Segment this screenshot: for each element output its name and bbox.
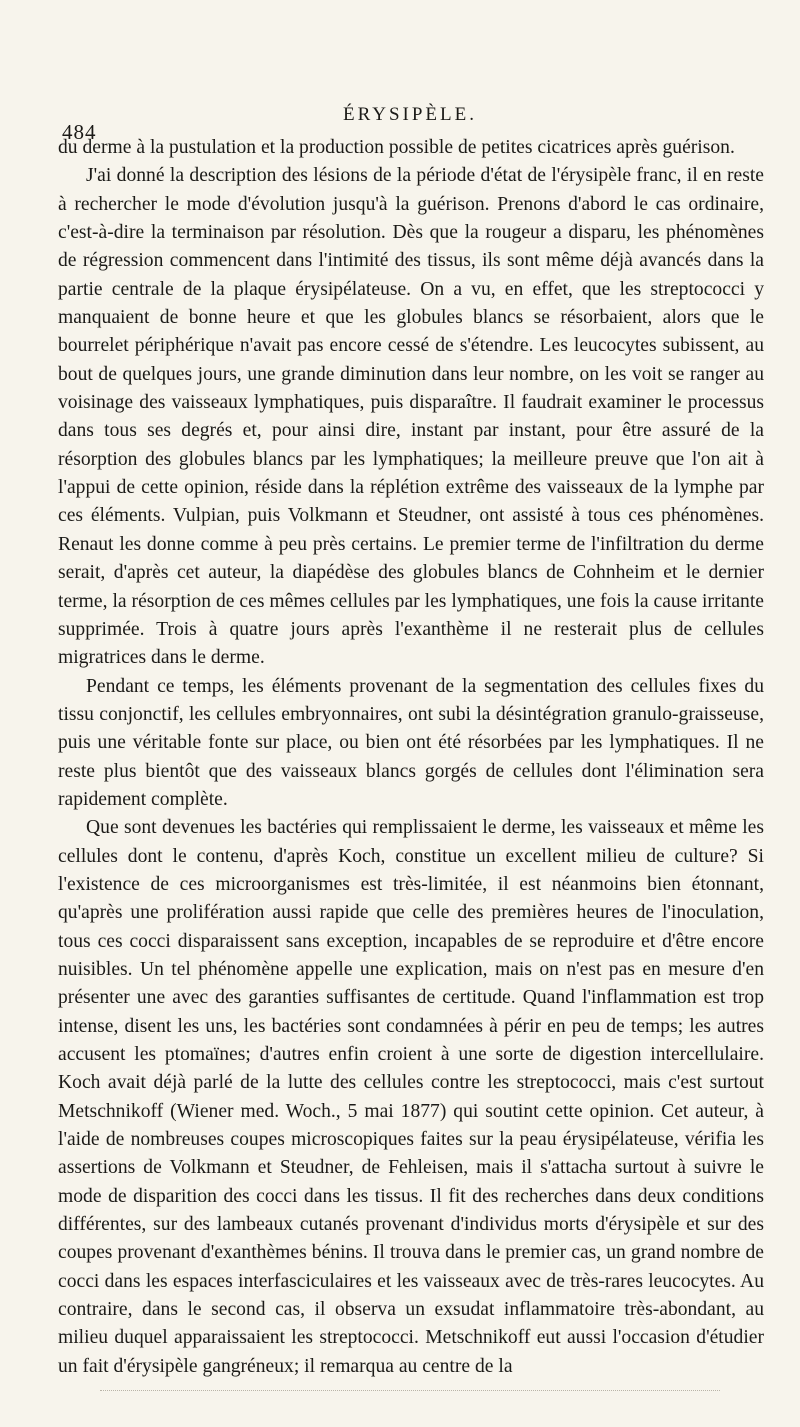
bottom-divider bbox=[100, 1390, 720, 1391]
paragraph-resolution: J'ai donné la description des lésions de la période d'état de l'érysipèle franc, il en reste à rechercher le mode d'évolution jusqu'à la guérison. Prenons d'abord le cas ordinaire, c'est-à-dire la terminaison par résolution. Dès que la rougeur a disparu, les phénomènes de régression commencent dans l'intimité des tissus, ils sont même déjà avancés dans la partie centrale de la plaque érysipélateuse. On a vu, en effet, que les streptococci y manquaient de bonne heure et que les globules blancs se résorbaient, alors que le bourrelet périphérique n'avait pas encore cessé de s'étendre. Les leucocytes subissent, au bout de quelques jours, une grande diminution dans leur nombre, on les voit se ranger au voisinage des vaisseaux lymphatiques, puis disparaître. Il faudrait examiner le processus dans tous ses degrés et, pour ainsi dire, instant par instant, pour être assuré de la résorption des globules blancs par les lymphatiques; la meilleure preuve que l'on ait à l'appui de cette opinion, réside dans la réplétion extrême des vaisseaux de la lymphe par ces éléments. Vulpian, puis Volkmann et Steudner, ont assisté à tous ces phénomènes. Renaut les donne comme à peu près certains. Le premier terme de l'infiltration du derme serait, d'après cet auteur, la diapédèse des globules blancs de Cohnheim et le dernier terme, la résorption de ces mêmes cellules par les lymphatiques, une fois la cause irritante supprimée. Trois à quatre jours après l'exanthème il ne resterait plus de cellules migratrices dans le derme. bbox=[58, 165, 764, 669]
page-number: 484 bbox=[62, 120, 97, 144]
body-text bbox=[58, 134, 764, 1381]
paragraph-cell-degeneration: Pendant ce temps, les éléments provenant de la segmentation des cellules fixes du tissu conjonctif, les cellules embryonnaires, ont subi la désintégration granulo-graisseuse, puis une véritable fonte sur place, ou bien ont été résorbées par les lymphatiques. Il ne reste plus bientôt que des vaisseaux blancs gorgés de cellules dont l'élimination sera rapidement complète. bbox=[58, 675, 764, 810]
paragraph-bacteria: Que sont devenues les bactéries qui remplissaient le derme, les vaisseaux et même les cellules dont le contenu, d'après Koch, constitue un excellent milieu de culture? Si l'existence de ces microorganismes est très-limitée, il est néanmoins bien étonnant, qu'après une prolifération aussi rapide que celle des premières heures de l'inoculation, tous ces cocci disparaissent sans exception, incapables de se reproduire et d'être encore nuisibles. Un tel phénomène appelle une explication, mais on n'est pas en mesure d'en présenter une avec des garanties suffisantes de certitude. Quand l'inflammation est trop intense, disent les uns, les bactéries sont condamnées à périr en peu de temps; les autres accusent les ptomaïnes; d'autres enfin croient à une sorte de digestion intercellulaire. Koch avait déjà parlé de la lutte des cellules contre les streptococci, mais c'est surtout Metschnikoff (Wiener med. Woch., 5 mai 1877) qui soutint cette opinion. Cet auteur, à l'aide de nombreuses coupes microscopiques faites sur la peau érysipélateuse, vérifia les assertions de Volkmann et Steudner, de Fehleisen, mais il s'attacha surtout à suivre le mode de disparition des cocci dans les tissus. Il fit des recherches dans deux conditions différentes, sur des lambeaux cutanés provenant d'individus morts d'érysipèle et sur des coupes provenant d'exanthèmes bénins. Il trouva dans le premier cas, un grand nombre de cocci dans les espaces interfasciculaires et les vaisseaux avec de très-rares leucocytes. Au contraire, dans le second cas, il observa un exsudat inflammatoire très-abondant, au milieu duquel apparaissaient les streptococci. Metschnikoff eut aussi l'occasion d'étudier un fait d'érysipèle gangréneux; il remarqua au centre de la bbox=[58, 817, 764, 1377]
running-title: ÉRYSIPÈLE. bbox=[343, 104, 477, 125]
paragraph-continuation: du derme à la pustulation et la production possible de petites cicatrices après guérison. bbox=[58, 137, 735, 158]
